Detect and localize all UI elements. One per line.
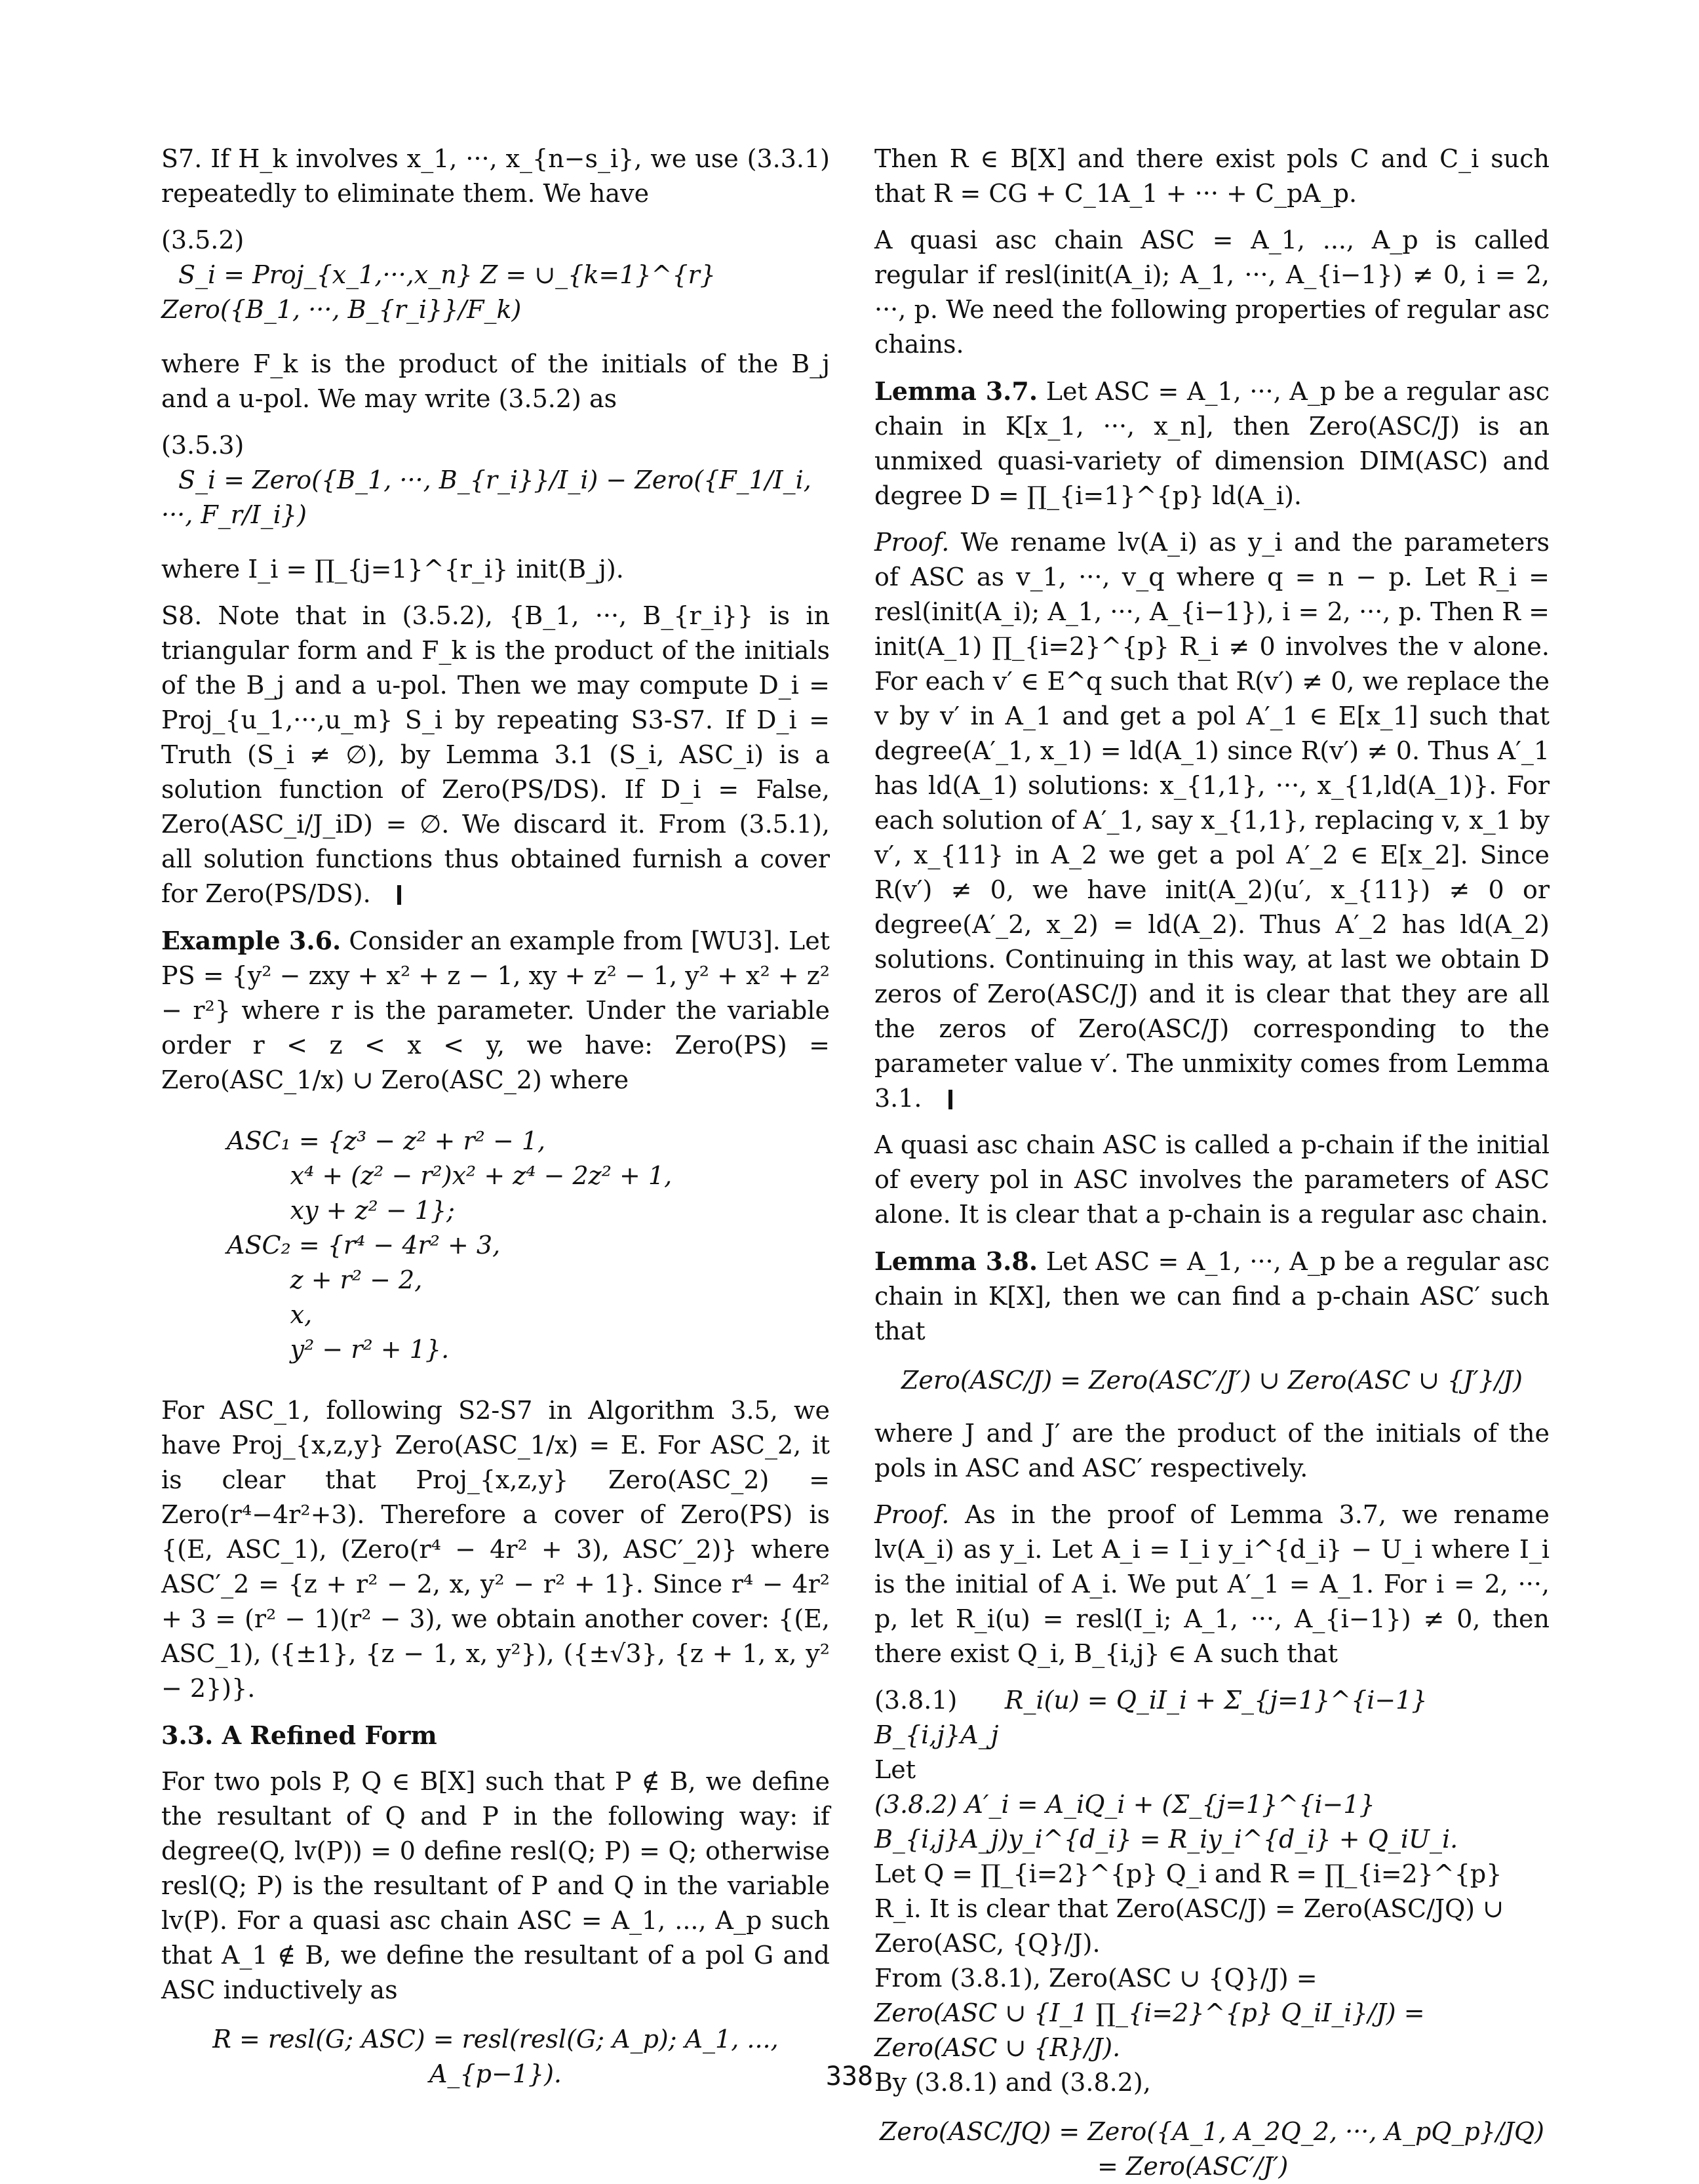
lemma-3-7 <box>874 374 1550 513</box>
equation-label: (3.5.2) <box>161 226 244 254</box>
proof-3-8 <box>874 1498 1550 1671</box>
let-line: Let <box>874 1755 916 1784</box>
step-s7: S7. If H_k involves x_1, ···, x_{n−s_i}, we use (3.3.1) repeatedly to eliminate them. We have <box>161 144 830 208</box>
asc-line: ASC₂ = {r⁴ − 4r² + 3, <box>227 1231 501 1260</box>
asc-line: xy + z² − 1}; <box>227 1196 455 1225</box>
asc-system <box>227 1124 830 1367</box>
equation-3-8-1 <box>874 1683 1550 1753</box>
lemma-text: Let ASC = A_1, ···, A_p be a regular asc chain in K[x_1, ···, x_n], then Zero(ASC/J) is an unmixed quasi-variety of dimension DIM(ASC) and degree D = ∏_{i=1}^{p} ld(A_i). <box>874 377 1550 510</box>
proof-label: Proof. <box>874 528 950 557</box>
regular-definition: A quasi asc chain ASC = A_1, ..., A_p is called regular if resl(init(A_i); A_1, ···, A_{i−1}) ≠ 0, i = 2, ···, p. We need the following properties of regular asc chains. <box>874 226 1550 359</box>
lemma-3-8-equation: Zero(ASC/J) = Zero(ASC′/J′) ∪ Zero(ASC ∪ {J′}/J) <box>901 1366 1523 1395</box>
where-jj: where J and J′ are the product of the initials of the pols in ASC and ASC′ respectively. <box>874 1419 1550 1482</box>
asc-line: x, <box>227 1300 313 1329</box>
asc-line: y² − r² + 1}. <box>227 1335 450 1364</box>
left-column <box>161 142 830 2110</box>
equation-label: (3.8.1) <box>874 1686 958 1715</box>
lemma-heading: Lemma 3.8. <box>874 1246 1038 1276</box>
equation-3-5-2 <box>161 223 830 327</box>
final-equation-1: Zero(ASC/JQ) = Zero({A_1, A_2Q_2, ···, A_pQ_p}/JQ) <box>880 2117 1544 2146</box>
page-number: 338 <box>825 2061 874 2092</box>
from-3-8-1-b: Zero(ASC ∪ {I_1 ∏_{i=2}^{p} Q_iI_i}/J) = Zero(ASC ∪ {R}/J). <box>874 1998 1425 2062</box>
asc-line: ASC₁ = {z³ − z² + r² − 1, <box>227 1126 546 1155</box>
example-text: Consider an example from [WU3]. Let PS = {y² − zxy + x² + z − 1, xy + z² − 1, y² + x² + z² − r²} where r is the parameter. Under the variable order r < z < x < y, we have: Zero(PS) = Zero(ASC_1/x) ∪ Zero(ASC_2) where <box>161 926 830 1094</box>
equation-label: (3.5.3) <box>161 431 244 460</box>
example-3-6 <box>161 923 830 1098</box>
step-s8 <box>161 599 830 911</box>
resultant-equation: R = resl(G; ASC) = resl(resl(G; A_p); A_1, ..., A_{p−1}). <box>212 2025 779 2088</box>
asc-line: x⁴ + (z² − r²)x² + z⁴ − 2z² + 1, <box>227 1161 673 1190</box>
equation-body: S_i = Zero({B_1, ···, B_{r_i}}/I_i) − Zero({F_1/I_i, ···, F_r/I_i}) <box>161 466 811 529</box>
lemma-text: Let ASC = A_1, ···, A_p be a regular asc chain in K[X], then we can find a p-chain ASC′ such that <box>874 1247 1550 1345</box>
p-chain-definition: A quasi asc chain ASC is called a p-chain if the initial of every pol in ASC involves the parameters of ASC alone. It is clear that a p-chain is a regular asc chain. <box>874 1130 1550 1229</box>
proof-text: We rename lv(A_i) as y_i and the parameters of ASC as v_1, ···, v_q where q = n − p. Let R_i = resl(init(A_i); A_1, ···, A_{i−1}), i = 2, ···, p. Then R = init(A_1) ∏_{i=2}^{p} R_i ≠ 0 involves the v alone. For each v′ ∈ E^q such that R(v′) ≠ 0, we replace the v by v′ in A_1 and get a pol A′_1 ∈ E[x_1] such that degree(A′_1, x_1) = ld(A_1) since R(v′) ≠ 0. Thus A′_1 has ld(A_1) solutions: x_{1,1}, ···, x_{1,ld(A_1)}. For each solution of A′_1, say x_{1,1}, replacing v, x_1 by v′, x_{11} in A_2 we get a pol A′_2 ∈ E[x_2]. Since R(v′) ≠ 0, we have init(A_2)(u′, x_{11}) ≠ 0 or degree(A′_2, x_2) = ld(A_2). Thus A′_2 has ld(A_2) solutions. Continuing in this way, at last we obtain D zeros of Zero(ASC/J) and it is clear that they are all the zeros of Zero(ASC/J) corresponding to the parameter value v′. The unmixity comes from Lemma 3.1. <box>874 528 1550 1113</box>
equation-body: S_i = Proj_{x_1,···,x_n} Z = ∪_{k=1}^{r} Zero({B_1, ···, B_{r_i}}/F_k) <box>161 260 716 324</box>
section-heading: 3.3. A Refined Form <box>161 1720 437 1750</box>
final-equation-2: = Zero(ASC′/J′) <box>1097 2152 1289 2181</box>
where-fk: where F_k is the product of the initials of the B_j and a u-pol. We may write (3.5.2) as <box>161 349 830 413</box>
section-text: For two pols P, Q ∈ B[X] such that P ∉ B, we define the resultant of Q and P in the following way: if degree(Q, lv(P)) = 0 define resl(Q; P) = Q; otherwise resl(Q; P) is the resultant of P and Q in the variable lv(P). For a quasi asc chain ASC = A_1, ..., A_p such that A_1 ∉ B, we define the resultant of a pol G and ASC inductively as <box>161 1767 830 2004</box>
let-q-line: Let Q = ∏_{i=2}^{p} Q_i and R = ∏_{i=2}^{p} R_i. It is clear that Zero(ASC/J) = Zero(ASC/JQ) ∪ Zero(ASC, {Q}/J). <box>874 1859 1504 1958</box>
lemma-3-8 <box>874 1244 1550 1349</box>
where-ii: where I_i = ∏_{j=1}^{r_i} init(B_j). <box>161 555 624 584</box>
then-paragraph: Then R ∈ B[X] and there exist pols C and C_i such that R = CG + C_1A_1 + ··· + C_pA_p. <box>874 144 1550 208</box>
equation-3-5-3 <box>161 428 830 532</box>
right-column <box>874 142 1550 2184</box>
example-heading: Example 3.6. <box>161 926 342 955</box>
asc-line: z + r² − 2, <box>227 1265 423 1294</box>
proof-3-7 <box>874 525 1550 1116</box>
equation-3-8-2: (3.8.2) A′_i = A_iQ_i + (Σ_{j=1}^{i−1} B_{i,j}A_j)y_i^{d_i} = R_iy_i^{d_i} + Q_iU_i. <box>874 1790 1458 1854</box>
lemma-heading: Lemma 3.7. <box>874 376 1038 406</box>
from-3-8-1-a: From (3.8.1), Zero(ASC ∪ {Q}/J) = <box>874 1964 1318 1993</box>
qed-mark <box>397 885 401 905</box>
by-line: By (3.8.1) and (3.8.2), <box>874 2068 1151 2097</box>
proof-text: As in the proof of Lemma 3.7, we rename lv(A_i) as y_i. Let A_i = I_i y_i^{d_i} − U_i where I_i is the initial of A_i. We put A′_1 = A_1. For i = 2, ···, p, let R_i(u) = resl(I_i; A_1, ···, A_{i−1}) ≠ 0, then there exist Q_i, B_{i,j} ∈ A such that <box>874 1500 1550 1668</box>
equation-body: R_i(u) = Q_iI_i + Σ_{j=1}^{i−1} B_{i,j}A_j <box>874 1686 1428 1749</box>
proof-label: Proof. <box>874 1500 950 1529</box>
qed-mark <box>948 1090 952 1109</box>
step-s8-text: S8. Note that in (3.5.2), {B_1, ···, B_{r_i}} is in triangular form and F_k is the product of the initials of the B_j and a u-pol. Then we may compute D_i = Proj_{u_1,···,u_m} S_i by repeating S3-S7. If D_i = Truth (S_i ≠ ∅), by Lemma 3.1 (S_i, ASC_i) is a solution function of Zero(PS/DS). If D_i = False, Zero(ASC_i/J_iD) = ∅. We discard it. From (3.5.1), all solution functions thus obtained furnish a cover for Zero(PS/DS). <box>161 601 830 908</box>
for-asc-paragraph: For ASC_1, following S2-S7 in Algorithm 3.5, we have Proj_{x,z,y} Zero(ASC_1/x) = E. For ASC_2, it is clear that Proj_{x,z,y} Zero(ASC_2) = Zero(r⁴−4r²+3). Therefore a cover of Zero(PS) is {(E, ASC_1), (Zero(r⁴ − 4r² + 3), ASC′_2)} where ASC′_2 = {z + r² − 2, x, y² − r² + 1}. Since r⁴ − 4r² + 3 = (r² − 1)(r² − 3), we obtain another cover: {(E, ASC_1), ({±1}, {z − 1, x, y²}), ({±√3}, {z + 1, x, y² − 2})}. <box>161 1396 830 1703</box>
